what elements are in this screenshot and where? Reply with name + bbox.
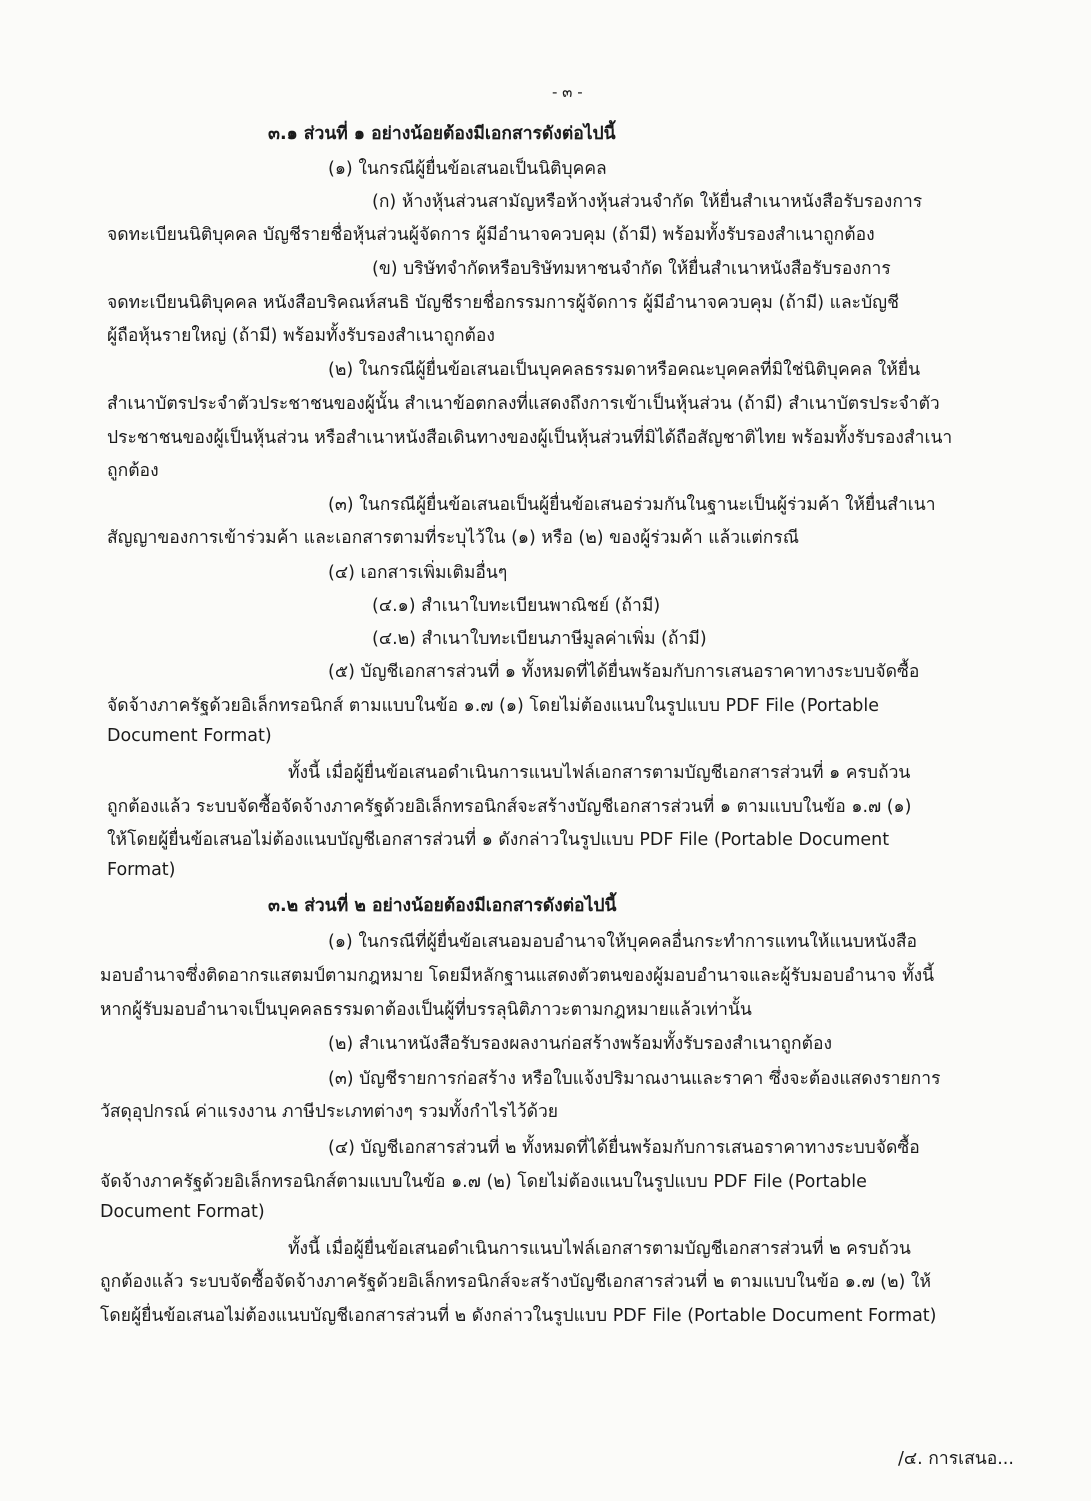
- paragraph-line: (๔) เอกสารเพิ่มเติมอื่นๆ: [328, 563, 508, 583]
- paragraph-line: (๔) บัญชีเอกสารส่วนที่ ๒ ทั้งหมดที่ได้ยื่นพร้อมกับการเสนอราคาทางระบบจัดซื้อ: [328, 1138, 920, 1158]
- paragraph-line: (๑) ในกรณีที่ผู้ยื่นข้อเสนอมอบอำนาจให้บุคคลอื่นกระทำการแทนให้แนบหนังสือ: [328, 932, 918, 952]
- paragraph-line: สัญญาของการเข้าร่วมค้า และเอกสารตามที่ระบุไว้ใน (๑) หรือ (๒) ของผู้ร่วมค้า แล้วแต่กรณี: [107, 528, 799, 548]
- paragraph-line: (ข) บริษัทจำกัดหรือบริษัทมหาชนจำกัด ให้ยื่นสำเนาหนังสือรับรองการ: [372, 259, 891, 279]
- paragraph-line: ผู้ถือหุ้นรายใหญ่ (ถ้ามี) พร้อมทั้งรับรองสำเนาถูกต้อง: [107, 326, 495, 346]
- paragraph-line: Document Format): [107, 726, 272, 746]
- paragraph-line: ให้โดยผู้ยื่นข้อเสนอไม่ต้องแนบบัญชีเอกสารส่วนที่ ๑ ดังกล่าวในรูปแบบ PDF File (Portable Document: [107, 830, 890, 850]
- paragraph-line: สำเนาบัตรประจำตัวประชาชนของผู้นั้น สำเนาข้อตกลงที่แสดงถึงการเข้าเป็นหุ้นส่วน (ถ้ามี) สำเนาบัตรประจำตัว: [107, 394, 940, 414]
- paragraph-line: มอบอำนาจซึ่งติดอากรแสตมป์ตามกฎหมาย โดยมีหลักฐานแสดงตัวตนของผู้มอบอำนาจและผู้รับมอบอำนาจ ทั้งนี้: [100, 966, 935, 986]
- page-number: - ๓ -: [552, 83, 583, 101]
- paragraph-line: วัสดุอุปกรณ์ ค่าแรงงาน ภาษีประเภทต่างๆ รวมทั้งกำไรไว้ด้วย: [100, 1102, 559, 1122]
- paragraph-line: (๒) ในกรณีผู้ยื่นข้อเสนอเป็นบุคคลธรรมดาหรือคณะบุคคลที่มิใช่นิติบุคคล ให้ยื่น: [328, 360, 921, 380]
- paragraph-line: (๔.๑) สำเนาใบทะเบียนพาณิชย์ (ถ้ามี): [372, 596, 661, 616]
- section-3-1-heading: ๓.๑ ส่วนที่ ๑ อย่างน้อยต้องมีเอกสารดังต่อไปนี้: [268, 124, 616, 144]
- paragraph-line: จดทะเบียนนิติบุคคล หนังสือบริคณห์สนธิ บัญชีรายชื่อกรรมการผู้จัดการ ผู้มีอำนาจควบคุม (ถ้ามี) และบัญชี: [107, 293, 899, 313]
- section-3-2-heading: ๓.๒ ส่วนที่ ๒ อย่างน้อยต้องมีเอกสารดังต่อไปนี้: [268, 896, 617, 916]
- paragraph-line: โดยผู้ยื่นข้อเสนอไม่ต้องแนบบัญชีเอกสารส่วนที่ ๒ ดังกล่าวในรูปแบบ PDF File (Portable Document Format): [100, 1306, 937, 1326]
- paragraph-line: ทั้งนี้ เมื่อผู้ยื่นข้อเสนอดำเนินการแนบไฟล์เอกสารตามบัญชีเอกสารส่วนที่ ๑ ครบถ้วน: [288, 763, 911, 783]
- paragraph-line: Format): [107, 860, 176, 880]
- paragraph-line: ถูกต้อง: [107, 461, 159, 481]
- paragraph-line: หากผู้รับมอบอำนาจเป็นบุคคลธรรมดาต้องเป็นผู้ที่บรรลุนิติภาวะตามกฎหมายแล้วเท่านั้น: [100, 1000, 752, 1020]
- paragraph-line: ถูกต้องแล้ว ระบบจัดซื้อจัดจ้างภาครัฐด้วยอิเล็กทรอนิกส์จะสร้างบัญชีเอกสารส่วนที่ ๑ ตามแบบในข้อ ๑.๗ (๑): [107, 797, 912, 817]
- paragraph-line: (๔.๒) สำเนาใบทะเบียนภาษีมูลค่าเพิ่ม (ถ้ามี): [372, 629, 707, 649]
- paragraph-line: (๕) บัญชีเอกสารส่วนที่ ๑ ทั้งหมดที่ได้ยื่นพร้อมกับการเสนอราคาทางระบบจัดซื้อ: [328, 662, 920, 682]
- paragraph-line: (๒) สำเนาหนังสือรับรองผลงานก่อสร้างพร้อมทั้งรับรองสำเนาถูกต้อง: [328, 1034, 833, 1054]
- paragraph-line: จัดจ้างภาครัฐด้วยอิเล็กทรอนิกส์ตามแบบในข้อ ๑.๗ (๒) โดยไม่ต้องแนบในรูปแบบ PDF File (Portable: [100, 1172, 867, 1192]
- paragraph-line: (๓) บัญชีรายการก่อสร้าง หรือใบแจ้งปริมาณงานและราคา ซึ่งจะต้องแสดงรายการ: [328, 1069, 941, 1089]
- paragraph-line: จดทะเบียนนิติบุคคล บัญชีรายชื่อหุ้นส่วนผู้จัดการ ผู้มีอำนาจควบคุม (ถ้ามี) พร้อมทั้งรับรองสำเนาถูกต้อง: [107, 225, 875, 245]
- continuation-note: /๔. การเสนอ...: [898, 1449, 1014, 1469]
- paragraph-line: จัดจ้างภาครัฐด้วยอิเล็กทรอนิกส์ ตามแบบในข้อ ๑.๗ (๑) โดยไม่ต้องแนบในรูปแบบ PDF File (Portable: [107, 696, 880, 716]
- paragraph-line: (๑) ในกรณีผู้ยื่นข้อเสนอเป็นนิติบุคคล: [328, 159, 607, 179]
- paragraph-line: ประชาชนของผู้เป็นหุ้นส่วน หรือสำเนาหนังสือเดินทางของผู้เป็นหุ้นส่วนที่มิได้ถือสัญชาติไทย พร้อมทั้งรับรองสำเนา: [107, 428, 953, 448]
- paragraph-line: ทั้งนี้ เมื่อผู้ยื่นข้อเสนอดำเนินการแนบไฟล์เอกสารตามบัญชีเอกสารส่วนที่ ๒ ครบถ้วน: [288, 1239, 911, 1259]
- paragraph-line: ถูกต้องแล้ว ระบบจัดซื้อจัดจ้างภาครัฐด้วยอิเล็กทรอนิกส์จะสร้างบัญชีเอกสารส่วนที่ ๒ ตามแบบในข้อ ๑.๗ (๒) ให้: [100, 1272, 931, 1292]
- paragraph-line: Document Format): [100, 1202, 265, 1222]
- paragraph-line: (๓) ในกรณีผู้ยื่นข้อเสนอเป็นผู้ยื่นข้อเสนอร่วมกันในฐานะเป็นผู้ร่วมค้า ให้ยื่นสำเนา: [328, 495, 936, 515]
- paragraph-line: (ก) ห้างหุ้นส่วนสามัญหรือห้างหุ้นส่วนจำกัด ให้ยื่นสำเนาหนังสือรับรองการ: [372, 192, 923, 212]
